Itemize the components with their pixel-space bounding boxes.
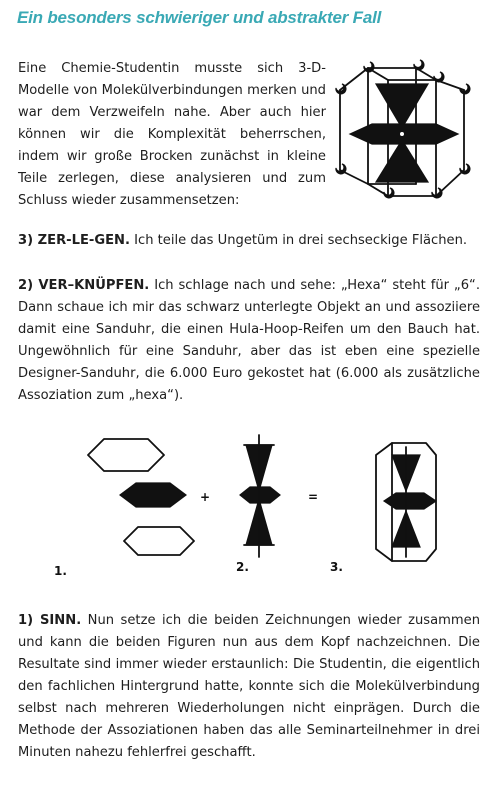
sketch-hourglass — [240, 435, 280, 557]
step-3-text: Ich teile das Ungetüm in drei sechseckige Flächen. — [129, 233, 468, 248]
step-2-paragraph — [18, 275, 480, 407]
sketch-label-1: 1. — [54, 564, 67, 578]
step-1-paragraph — [18, 610, 480, 764]
step-1-text: Nun setze ich die beiden Zeichnungen wieder zusammen und kann die beiden Figuren nun aus dem Kopf nachzeichnen. Die Resultate sind immer wieder erstaunlich: Die Studentin, die eigentlich den fachlichen Hintergrund hatte, konnte sich die Molekülverbindung selbst nach mehreren Wiederholungen nicht einprägen. Durch die Methode der Assoziationen haben das alle Seminarteilnehmer in drei Minuten nahezu fehlerfrei geschafft. — [18, 613, 480, 760]
step-3-lead: 3) ZER-LE-GEN. — [18, 233, 130, 248]
plus-sign: + — [200, 490, 211, 504]
sketch-combined — [376, 443, 436, 561]
step-1-lead: 1) SINN. — [18, 613, 82, 628]
molecule-illustration — [332, 50, 472, 215]
step-2-text: Ich schlage nach und sehe: „Hexa“ steht für „6“. Dann schaue ich mir das schwarz unterlegte Objekt an und assoziiere damit eine Sanduhr, die einen Hula-Hoop-Reifen um den Bauch hat. Ungewöhnlich für eine Sanduhr, aber das ist eben eine spezielle Designer-Sanduhr, die 6.000 Euro gekostet hat (6.000 als zusätzliche Assoziation zum „hexa“). — [18, 278, 480, 403]
equals-sign: = — [308, 490, 319, 504]
sketch-label-3: 3. — [330, 560, 343, 574]
sketch-illustration — [40, 425, 460, 585]
sketch-hexagons — [88, 439, 194, 555]
step-3-paragraph — [18, 230, 480, 252]
intro-paragraph: Eine Chemie-Studentin musste sich 3-D-Modelle von Molekülverbindungen merken und war dem Verzweifeln nahe. Aber auch hier können wir die Komplexität beherrschen, indem wir große Brocken zunächst in kleine Teile zerlegen, diese analysieren und zum Schluss wieder zusammensetzen: — [18, 61, 326, 208]
page-title: Ein besonders schwieriger und abstrakter Fall — [17, 8, 382, 27]
step-2-lead: 2) VER–KNÜPFEN. — [18, 278, 150, 293]
sketch-label-2: 2. — [236, 560, 249, 574]
